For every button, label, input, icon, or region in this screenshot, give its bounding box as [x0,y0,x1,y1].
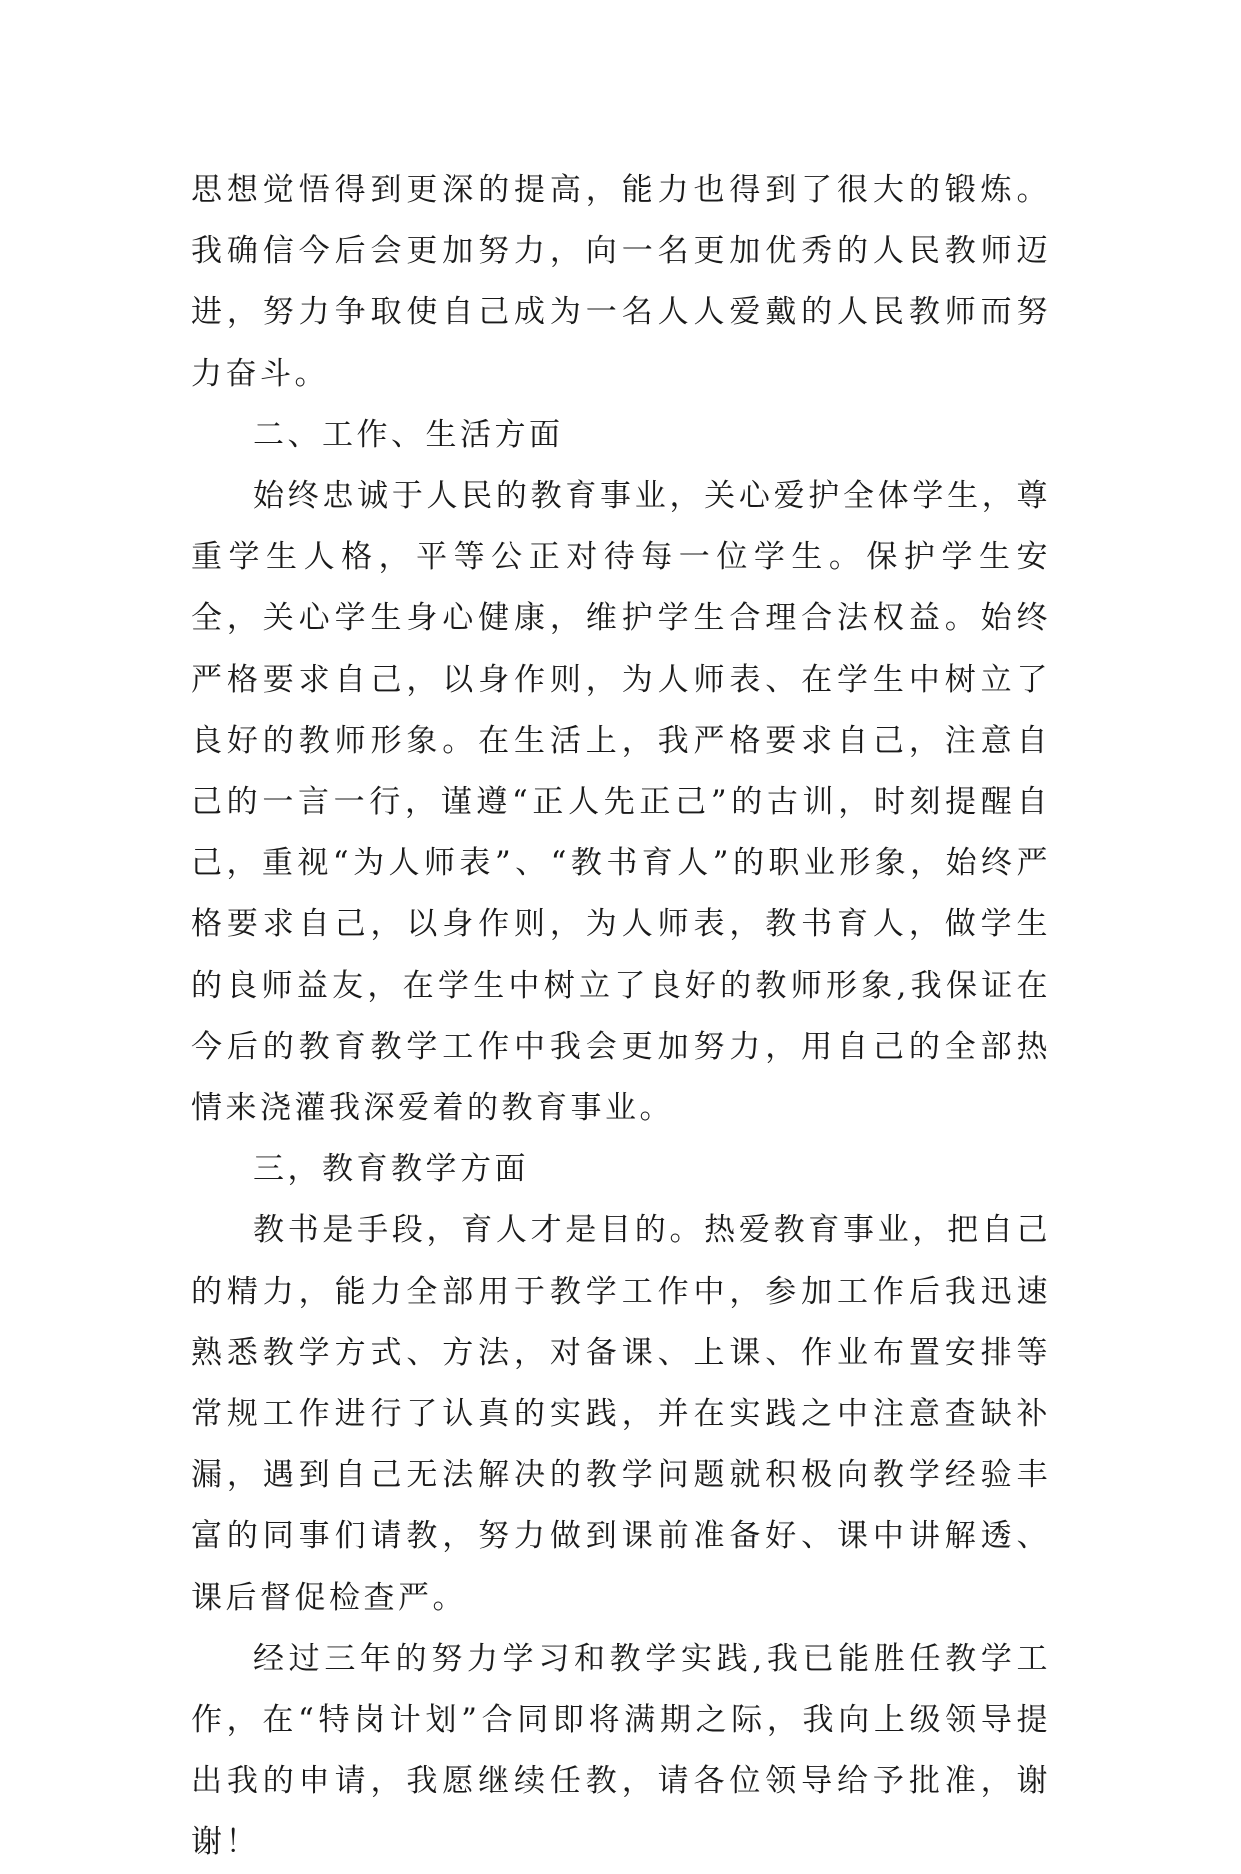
section-heading-teaching: 三，教育教学方面 [253,1151,529,1188]
paragraph-work-life: 始终忠诚于人民的教育事业，关心爱护全体学生，尊重学生人格，平等公正对待每一位学生。保护学生安全，关心学生身心健康，维护学生合理合法权益。始终严格要求自己，以身作则，为人师表、在学生中树立了良好的教师形象。在生活上，我严格要求自己，注意自己的一言一行，谨遵“正人先正己”的古训，时刻提醒自己，重视“为人师表”、“教书育人”的职业形象，始终严格要求自己，以身作则，为人师表，教书育人，做学生的良师益友，在学生中树立了良好的教师形象,我保证在今后的教育教学工作中我会更加努力，用自己的全部热情来浇灌我深爱着的教育事业。 [191,478,1051,1127]
paragraph-continuation: 思想觉悟得到更深的提高，能力也得到了很大的锻炼。我确信今后会更加努力，向一名更加优秀的人民教师迈进，努力争取使自己成为一名人人爱戴的人民教师而努力奋斗。 [191,172,1051,392]
section-heading-work-life: 二、工作、生活方面 [253,416,564,453]
paragraph-teaching: 教书是手段，育人才是目的。热爱教育事业，把自己的精力，能力全部用于教学工作中，参加工作后我迅速熟悉教学方式、方法，对备课、上课、作业布置安排等常规工作进行了认真的实践，并在实践之中注意查缺补漏，遇到自己无法解决的教学问题就积极向教学经验丰富的同事们请教，努力做到课前准备好、课中讲解透、课后督促检查严。 [191,1212,1051,1616]
document-body [191,160,1051,1874]
paragraph-conclusion: 经过三年的努力学习和教学实践,我已能胜任教学工作，在“特岗计划”合同即将满期之际，我向上级领导提出我的申请，我愿继续任教，请各位领导给予批准，谢谢！ [191,1640,1051,1861]
